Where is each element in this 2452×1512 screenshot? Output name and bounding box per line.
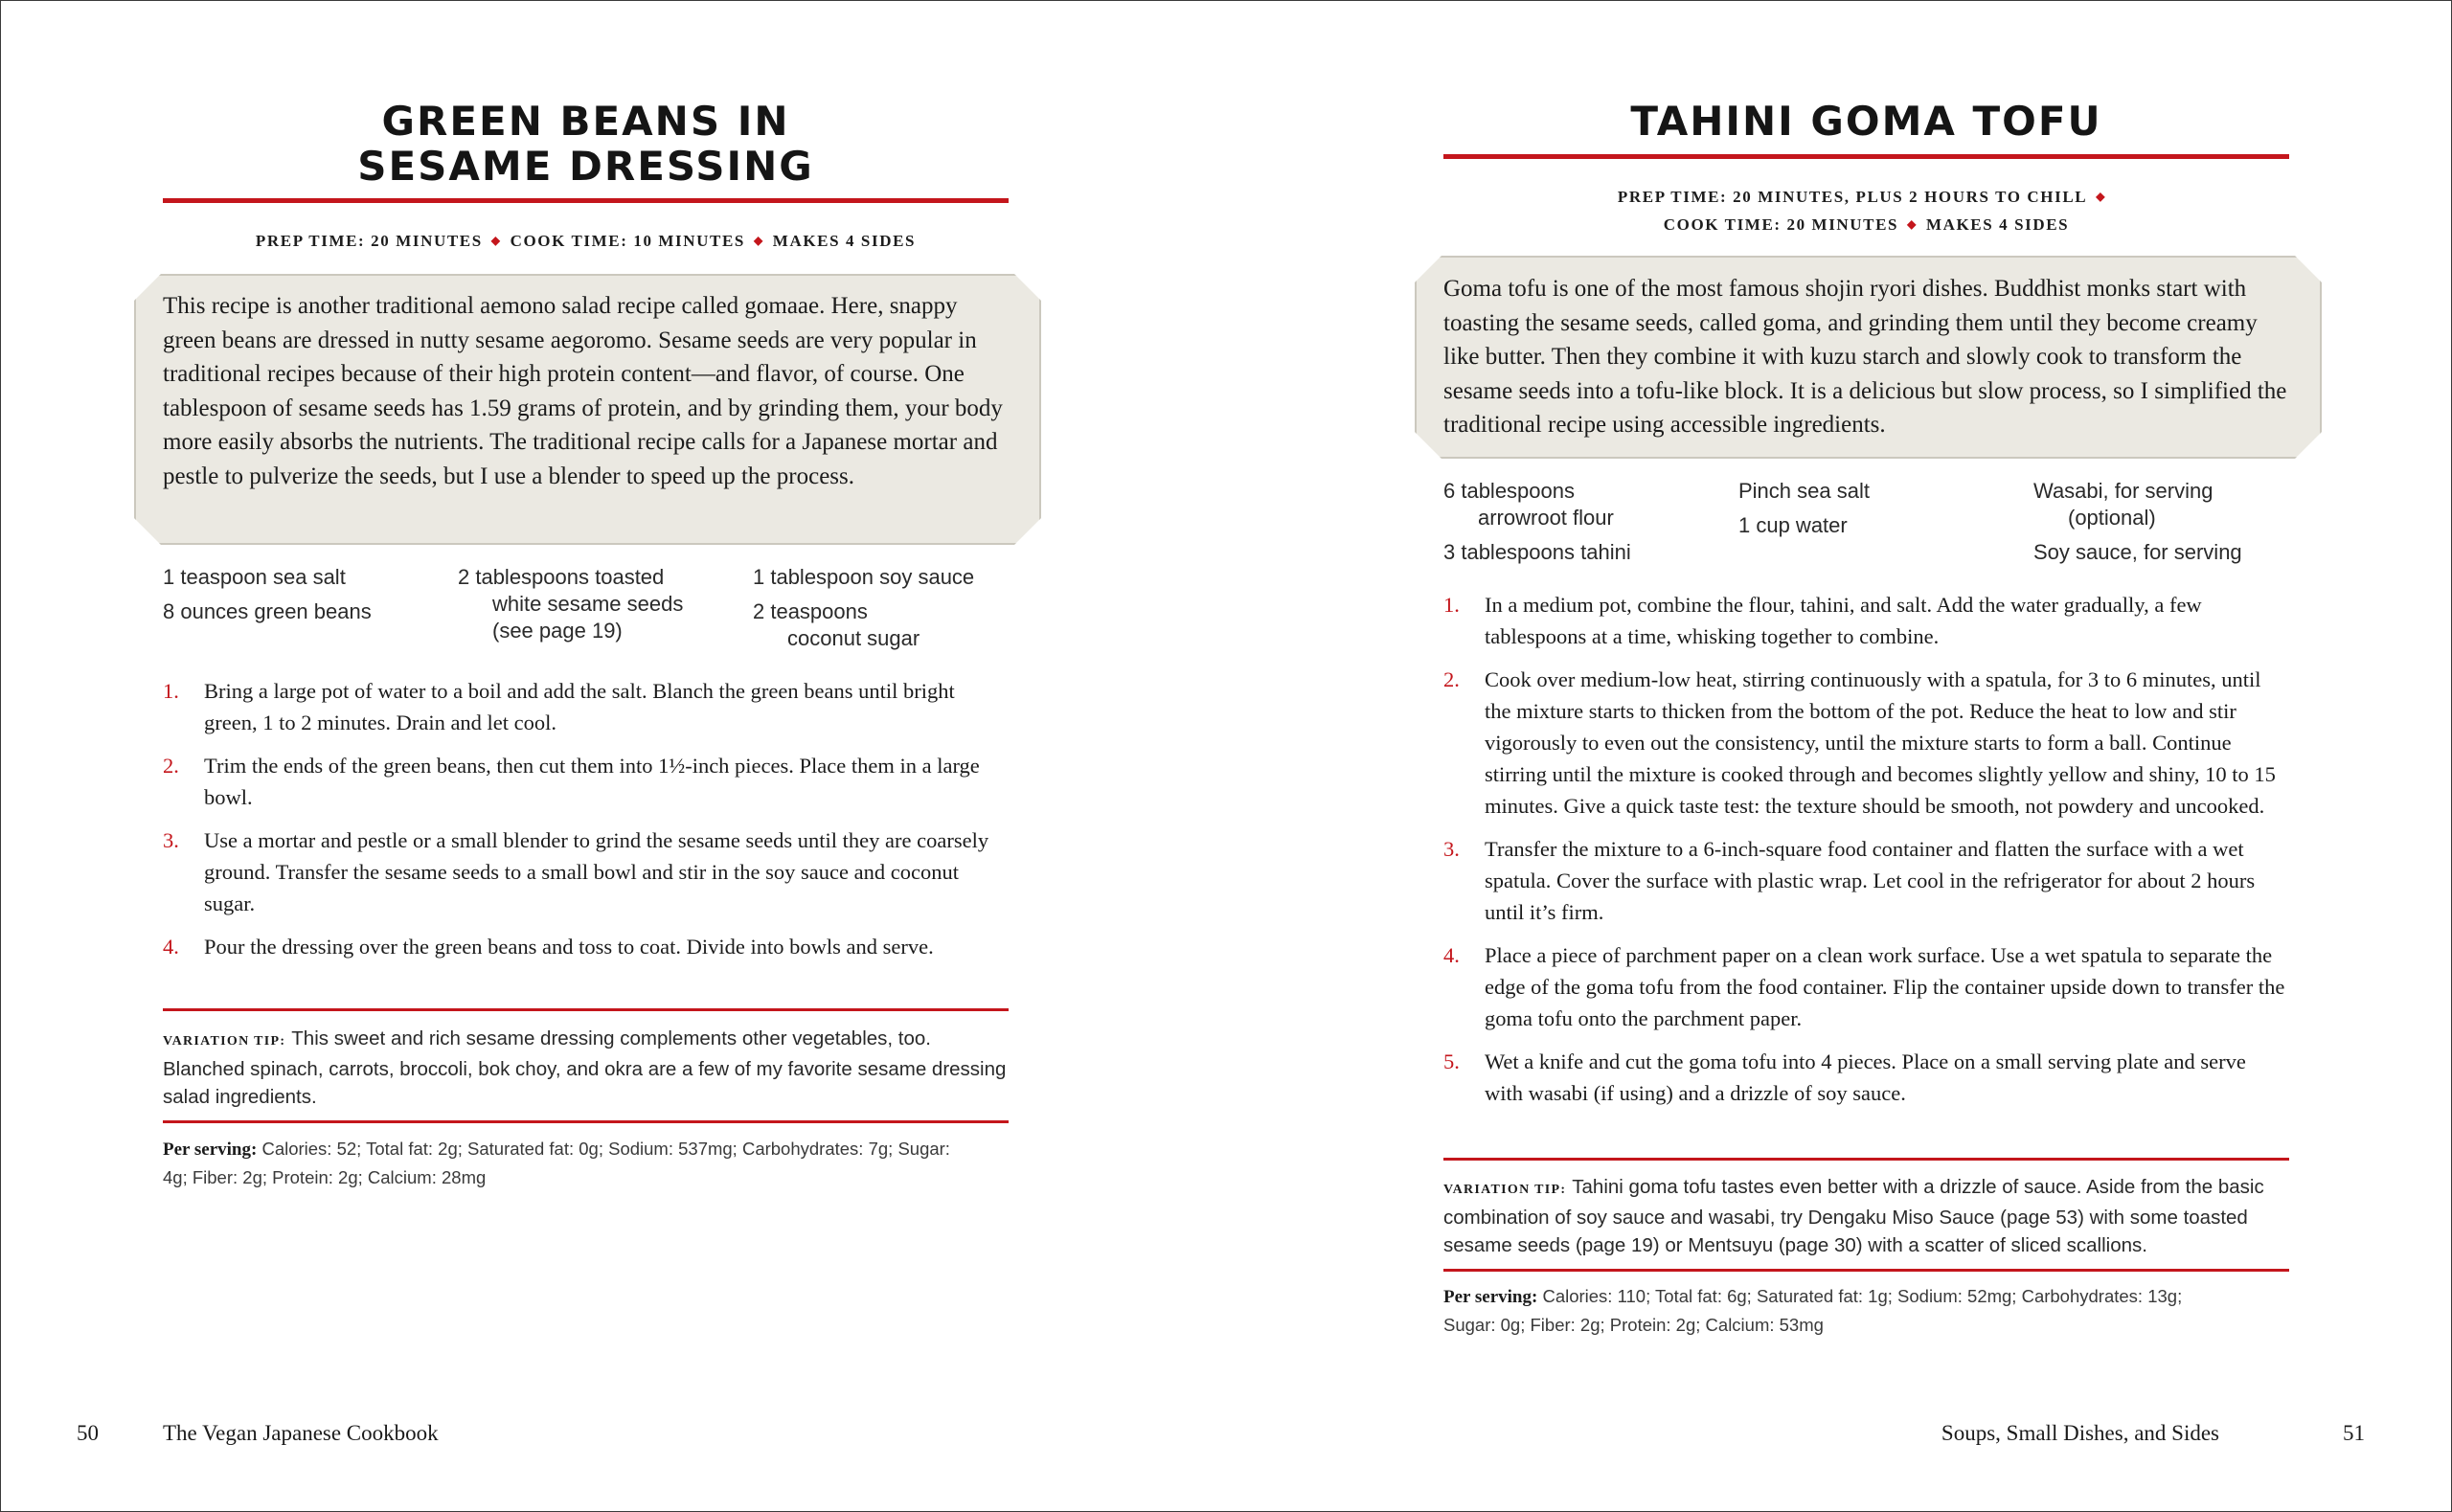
step-item: [1443, 664, 2289, 822]
left-steps: [163, 675, 1009, 974]
left-prep-time: PREP TIME: 20 MINUTES: [255, 232, 483, 250]
ingredient-continuation: (optional): [2068, 506, 2156, 530]
left-title-line2: SESAME DRESSING: [357, 143, 814, 190]
left-meta: [163, 228, 1009, 256]
step-item: [1443, 833, 2289, 928]
left-intro-text: This recipe is another traditional aemono salad recipe called gomaae. Here, snappy green beans are dressed in nutty sesame aegoromo. Sesame seeds are very popular in traditional recipes because of their high protein content—and flavor, of course. One tablespoon of sesame seeds has 1.59 grams of protein, and by grinding them, your body more easily absorbs the nutrients. The traditional recipe calls for a Japanese mortar and pestle to pulverize the seeds, but I use a blender to speed up the process.: [163, 293, 1003, 489]
step-text: Cook over medium-low heat, stirring continuously with a spatula, for 3 to 6 minutes, until the mixture starts to thicken from the bottom of the pot. Reduce the heat to low and stir vigorously to even out the consistency, until the mixture starts to form a ball. Continue stirring until the mixture is cooked through and becomes slightly yellow and shiny, 10 to 15 minutes. Give a quick taste test: the texture should be smooth, not powdery and uncooked.: [1485, 667, 2276, 818]
nutrition-label: Per serving:: [163, 1140, 258, 1160]
right-running-title: Soups, Small Dishes, and Sides: [1941, 1421, 2219, 1445]
left-cook-time: COOK TIME: 10 MINUTES: [510, 232, 745, 250]
left-ingredients: [163, 564, 1009, 660]
left-yield: MAKES 4 SIDES: [772, 232, 917, 250]
right-steps: [1443, 589, 2289, 1120]
tip-label: VARIATION TIP:: [163, 1034, 286, 1049]
step-number: 2.: [1443, 667, 1460, 691]
left-running-title: The Vegan Japanese Cookbook: [163, 1421, 439, 1445]
right-page-number: 51: [2343, 1421, 2365, 1445]
diamond-icon: ◆: [2096, 190, 2107, 203]
right-ingredients: [1443, 478, 2289, 574]
right-variation-tip: [1443, 1173, 2289, 1259]
nutrition-text: Calories: 110; Total fat: 6g; Saturated fat: 1g; Sodium: 52mg; Carbohydrates: 13g; Sugar: 0g; Fiber: 2g; Protein: 2g; Calcium: 53mg: [1443, 1286, 2183, 1335]
tip-text: This sweet and rich sesame dressing complements other vegetables, too. Blanched spinach, carrots, broccoli, bok choy, and okra are a few of my favorite sesame dressing salad ingredients.: [163, 1027, 1007, 1108]
left-title-rule: [163, 198, 1009, 203]
ingredient-item: 1 cup water: [1738, 513, 1848, 537]
step-number: 4.: [163, 935, 179, 959]
ingredient-item: 1 tablespoon soy sauce: [753, 565, 975, 589]
step-item: [1443, 939, 2289, 1034]
step-item: [163, 750, 1009, 813]
ingredient-item: 1 teaspoon sea salt: [163, 565, 346, 589]
step-text: Wet a knife and cut the goma tofu into 4 pieces. Place on a small serving plate and serve with wasabi (if using) and a drizzle of soy sauce.: [1485, 1049, 2246, 1105]
left-title-line1: GREEN BEANS IN: [381, 98, 790, 145]
right-cook-time: COOK TIME: 20 MINUTES: [1663, 215, 1899, 234]
step-number: 4.: [1443, 943, 1460, 967]
left-ingredient-col-3: [753, 564, 1011, 660]
ingredient-item: [1443, 478, 1721, 531]
step-number: 1.: [1443, 593, 1460, 617]
step-number: 1.: [163, 679, 179, 703]
step-text: Transfer the mixture to a 6-inch-square food container and flatten the surface with a wet spatula. Cover the surface with plastic wrap. Let cool in the refrigerator for about 2 hours until it’s firm.: [1485, 837, 2256, 924]
step-item: [1443, 1046, 2289, 1109]
ingredient-text: 6 tablespoons: [1443, 479, 1575, 503]
right-nutrition: [1443, 1282, 2238, 1339]
step-text: Place a piece of parchment paper on a clean work surface. Use a wet spatula to separate the edge of the goma tofu from the food container. Flip the container upside down to transfer the goma tofu onto the parchment paper.: [1485, 943, 2285, 1030]
left-page-number: 50: [77, 1421, 99, 1445]
left-tip-rule-top: [163, 1008, 1009, 1011]
ingredient-item: Soy sauce, for serving: [2033, 540, 2242, 564]
ingredient-item: [753, 598, 1011, 652]
step-item: [1443, 589, 2289, 652]
nutrition-label: Per serving:: [1443, 1287, 1538, 1307]
tip-label: VARIATION TIP:: [1443, 1183, 1567, 1197]
right-prep-time: PREP TIME: 20 MINUTES, PLUS 2 HOURS TO CHILL: [1617, 188, 2088, 206]
step-text: Use a mortar and pestle or a small blender to grind the sesame seeds until they are coarsely ground. Transfer the sesame seeds to a small bowl and stir in the soy sauce and coconut sugar.: [204, 828, 989, 915]
step-text: Pour the dressing over the green beans and toss to coat. Divide into bowls and serve.: [204, 935, 934, 959]
ingredient-item: Pinch sea salt: [1738, 479, 1870, 503]
ingredient-text: 2 tablespoons toasted: [458, 565, 665, 589]
ingredient-item: 3 tablespoons tahini: [1443, 540, 1631, 564]
right-title-rule: [1443, 154, 2289, 159]
step-number: 5.: [1443, 1049, 1460, 1073]
left-nutrition: [163, 1135, 958, 1191]
right-ingredient-col-2: [1738, 478, 1997, 547]
ingredient-item: [2033, 478, 2292, 531]
ingredient-item: [458, 564, 716, 644]
right-meta: [1443, 184, 2289, 239]
tip-text: Tahini goma tofu tastes even better with a drizzle of sauce. Aside from the basic combination of soy sauce and wasabi, try Dengaku Miso Sauce (page 53) with some toasted sesame seeds (page 19) or Mentsuyu (page 30) with a scatter of sliced scallions.: [1443, 1176, 2264, 1256]
right-intro-text: Goma tofu is one of the most famous shojin ryori dishes. Buddhist monks start with toasting the sesame seeds, called goma, and grinding them until they become creamy like butter. Then they combine it with kuzu starch and slowly cook to transform the sesame seeds into a tofu-like block. It is a delicious but slow process, so I simplified the traditional recipe using accessible ingredients.: [1443, 276, 2287, 438]
step-text: Bring a large pot of water to a boil and add the salt. Blanch the green beans until bright green, 1 to 2 minutes. Drain and let cool.: [204, 679, 955, 734]
nutrition-text: Calories: 52; Total fat: 2g; Saturated fat: 0g; Sodium: 537mg; Carbohydrates: 7g; Sugar: 4g; Fiber: 2g; Protein: 2g; Calcium: 28mg: [163, 1139, 950, 1187]
diamond-icon: ◆: [753, 234, 764, 247]
step-item: [163, 675, 1009, 738]
step-number: 2.: [163, 754, 179, 778]
step-number: 3.: [163, 828, 179, 852]
left-title: [163, 99, 1009, 189]
diamond-icon: ◆: [490, 234, 502, 247]
step-number: 3.: [1443, 837, 1460, 861]
ingredient-item: 8 ounces green beans: [163, 599, 372, 623]
ingredient-text: 2 teaspoons: [753, 599, 868, 623]
step-item: [163, 824, 1009, 919]
right-yield: MAKES 4 SIDES: [1925, 215, 2070, 234]
ingredient-continuation: arrowroot flour: [1478, 506, 1614, 530]
ingredient-continuation: coconut sugar: [787, 626, 920, 650]
right-ingredient-col-3: [2033, 478, 2292, 574]
step-text: In a medium pot, combine the flour, tahini, and salt. Add the water gradually, a few tablespoons at a time, whisking together to combine.: [1485, 593, 2202, 648]
left-variation-tip: [163, 1025, 1009, 1111]
ingredient-continuation: white sesame seeds (see page 19): [492, 592, 684, 643]
diamond-icon: ◆: [1907, 217, 1918, 231]
right-tip-rule-bottom: [1443, 1269, 2289, 1272]
right-title: TAHINI GOMA TOFU: [1630, 98, 2102, 145]
step-text: Trim the ends of the green beans, then cut them into 1½-inch pieces. Place them in a large bowl.: [204, 754, 980, 809]
step-item: [163, 931, 1009, 962]
left-tip-rule-bottom: [163, 1120, 1009, 1123]
left-ingredient-col-2: [458, 564, 716, 652]
left-ingredient-col-1: [163, 564, 441, 633]
right-ingredient-col-1: [1443, 478, 1721, 574]
ingredient-text: Wasabi, for serving: [2033, 479, 2214, 503]
right-tip-rule-top: [1443, 1158, 2289, 1161]
